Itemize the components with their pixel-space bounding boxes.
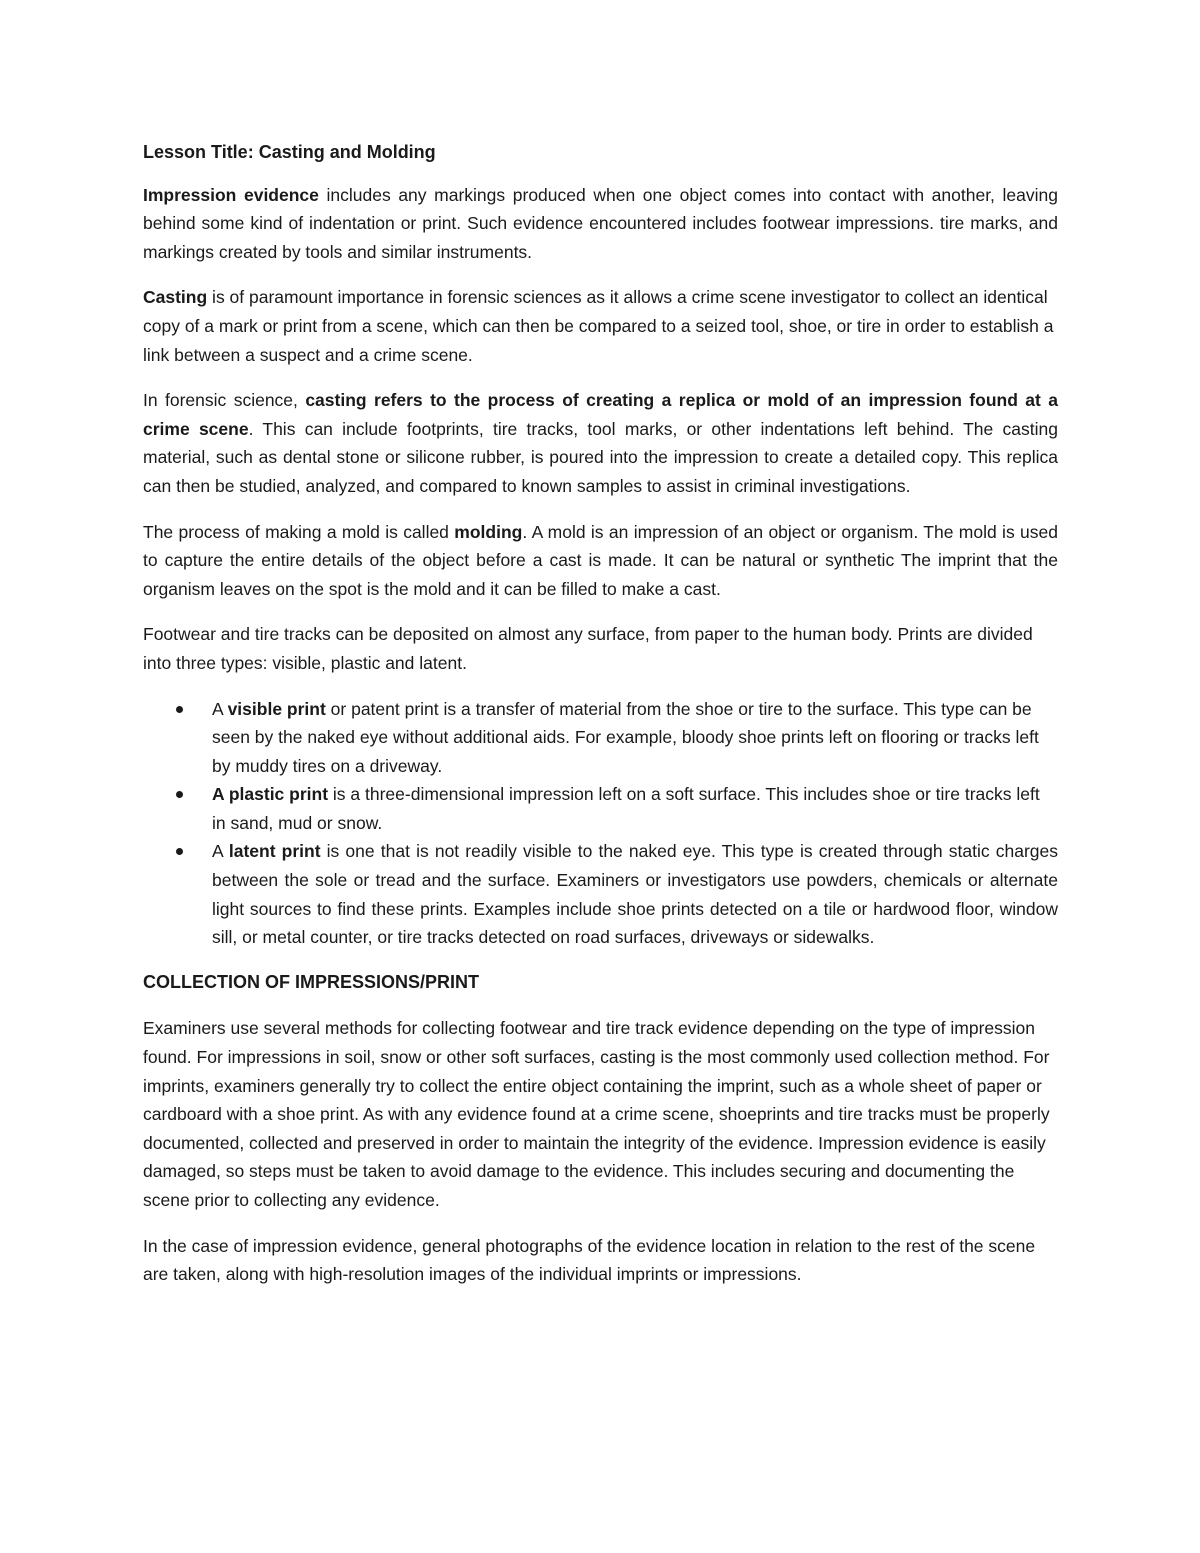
term-casting-definition: casting refers to the process of creating a replica or mold of an impression found at a crime scene xyxy=(143,390,1059,439)
list-item-text: A xyxy=(212,698,228,719)
bullet-icon xyxy=(176,791,183,798)
paragraph-text: . This can include footprints, tire tracks, tool marks, or other indentations left behind. The casting material, such as dental stone or silicone rubber, is poured into the impression to create a detailed copy. This replica can then be studied, analyzed, and compared to known samples to assist in criminal investigations. xyxy=(143,418,1058,496)
paragraph-text: In forensic science, xyxy=(143,390,306,411)
list-item-plastic-print xyxy=(143,780,1058,837)
term-latent-print: latent print xyxy=(228,841,321,862)
term-casting: Casting xyxy=(143,287,208,308)
paragraph-print-types xyxy=(143,620,1058,677)
term-visible-print: visible print xyxy=(227,698,326,719)
paragraph-impression-evidence xyxy=(143,181,1058,267)
list-item-visible-print xyxy=(143,695,1058,781)
bullet-icon xyxy=(176,706,183,713)
term-plastic-print: A plastic print xyxy=(212,784,329,805)
print-types-list xyxy=(143,695,1058,952)
paragraph-text: In the case of impression evidence, general photographs of the evidence location in relation to the rest of the scene are taken, along with high-resolution images of the individual imprints or impressions. xyxy=(143,1235,1036,1285)
paragraph-text: The process of making a mold is called xyxy=(143,521,455,542)
paragraph-casting-definition xyxy=(143,386,1058,500)
list-item-latent-print xyxy=(143,837,1058,951)
section-heading-collection: COLLECTION OF IMPRESSIONS/PRINT xyxy=(143,971,480,992)
lesson-title: Lesson Title: Casting and Molding xyxy=(143,142,436,162)
paragraph-collection-methods xyxy=(143,1014,1058,1214)
paragraph-text: includes any markings produced when one object comes into contact with another, leaving behind some kind of indentation or print. Such evidence encountered includes footwear impressions. tire marks, and markings created by tools and similar instruments. xyxy=(143,184,1058,262)
list-item-text: A xyxy=(212,841,229,862)
term-molding: molding xyxy=(454,521,523,542)
paragraph-photography xyxy=(143,1232,1058,1289)
paragraph-casting-importance xyxy=(143,283,1058,369)
list-item-text: or patent print is a transfer of material from the shoe or tire to the surface. This type can be seen by the naked eye without additional aids. For example, bloody shoe prints left on flooring or tracks left by muddy tires on a driveway. xyxy=(212,698,1039,776)
list-item-text: is a three-dimensional impression left on a soft surface. This includes shoe or tire tracks left in sand, mud or snow. xyxy=(212,784,1040,833)
term-impression-evidence: Impression evidence xyxy=(143,184,319,205)
paragraph-text: is of paramount importance in forensic sciences as it allows a crime scene investigator to collect an identical copy of a mark or print from a scene, which can then be compared to a seized tool, shoe, or tire in order to establish a link between a suspect and a crime scene. xyxy=(143,287,1054,365)
paragraph-text: . A mold is an impression of an object or organism. The mold is used to capture the entire details of the object before a cast is made. It can be natural or synthetic The imprint that the organism leaves on the spot is the mold and it can be filled to make a cast. xyxy=(143,521,1058,599)
document-page xyxy=(143,138,1058,1306)
paragraph-text: Footwear and tire tracks can be deposited on almost any surface, from paper to the human body. Prints are divided into three types: visible, plastic and latent. xyxy=(143,624,1033,673)
paragraph-molding xyxy=(143,518,1058,604)
list-item-text: is one that is not readily visible to the naked eye. This type is created through static charges between the sole or tread and the surface. Examiners or investigators use powders, chemicals or alternate light sources to find these prints. Examples include shoe prints detected on a tile or hardwood floor, window sill, or metal counter, or tire tracks detected on road surfaces, driveways or sidewalks. xyxy=(212,841,1058,948)
bullet-icon xyxy=(176,848,183,855)
paragraph-text: Examiners use several methods for collecting footwear and tire track evidence depending on the type of impression found. For impressions in soil, snow or other soft surfaces, casting is the most commonly used collection method. For imprints, examiners generally try to collect the entire object containing the imprint, such as a whole sheet of paper or cardboard with a shoe print. As with any evidence found at a crime scene, shoeprints and tire tracks must be properly documented, collected and preserved in order to maintain the integrity of the evidence. Impression evidence is easily damaged, so steps must be taken to avoid damage to the evidence. This includes securing and documenting the scene prior to collecting any evidence. xyxy=(143,1018,1050,1210)
